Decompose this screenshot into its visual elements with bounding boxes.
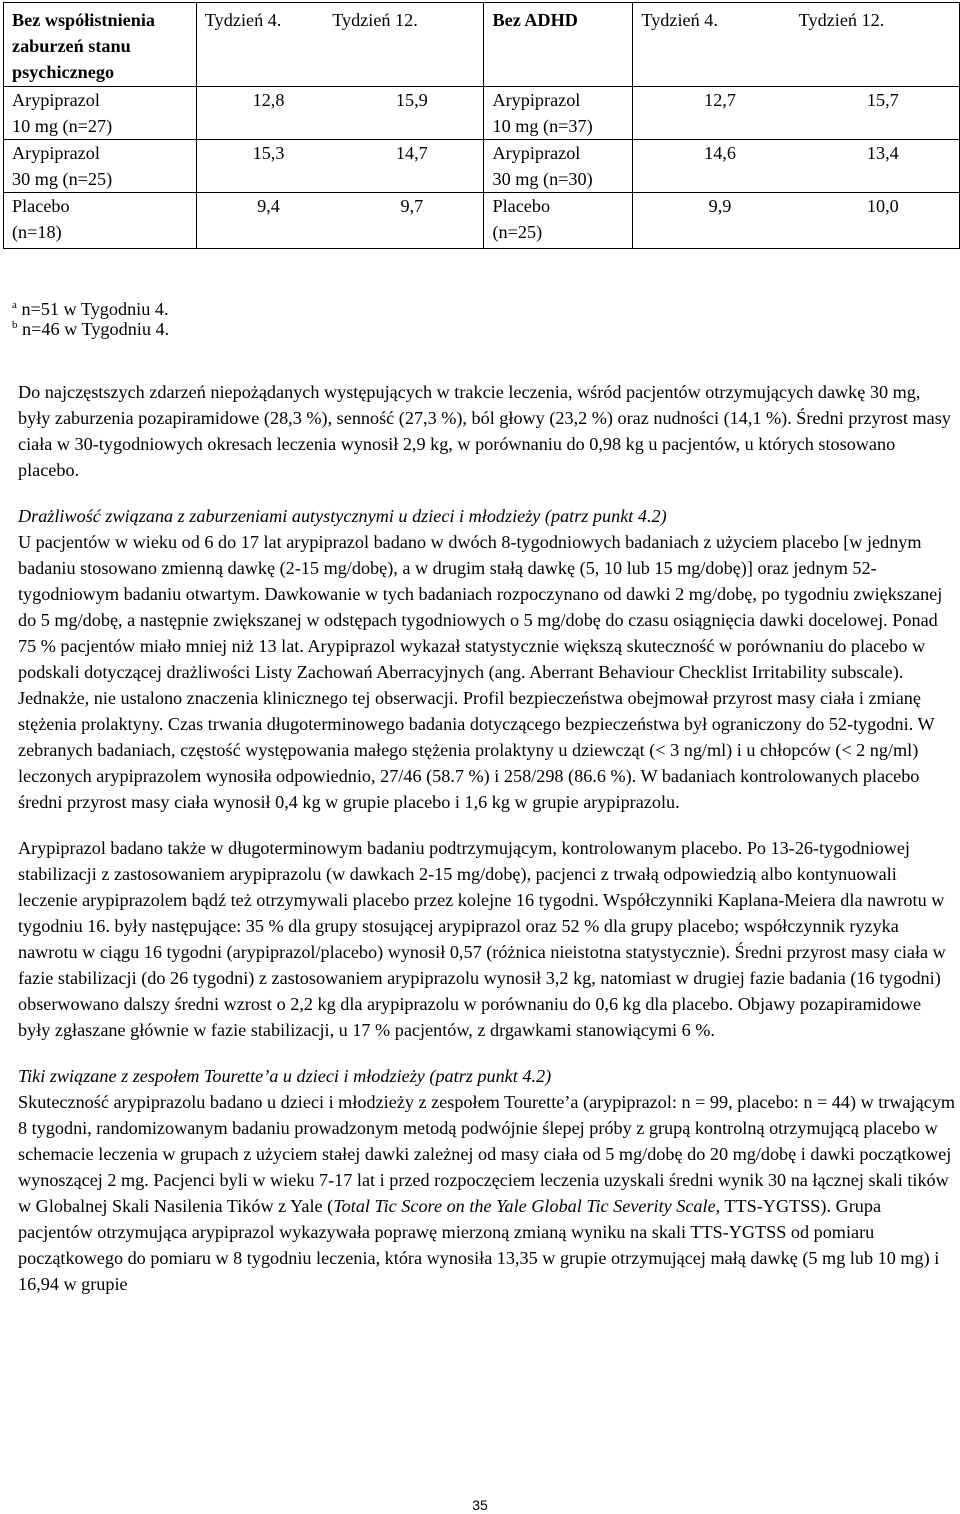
value-cell: 13,4 bbox=[799, 140, 960, 193]
document-body bbox=[18, 379, 956, 1297]
scale-name-italic: Total Tic Score on the Yale Global Tic Severity Scale bbox=[333, 1196, 716, 1216]
value-cell: 9,7 bbox=[332, 193, 484, 249]
paragraph-text: , TTS-YGTSS). Grupa pacjentów otrzymująca arypiprazol wykazywała poprawę mierzoną zmianą wyniku na skali TTS-YGTSS od pomiaru początkowego do pomiaru w 8 tygodniu leczenia, która wynosiła 13,35 w grupie otrzymującej małą dawkę (5 mg lub 10 mg) i 16,94 w grupie bbox=[18, 1196, 940, 1294]
value-cell: 12,7 bbox=[633, 87, 799, 140]
value-cell: 12,8 bbox=[196, 87, 332, 140]
arm-label: Arypiprazol 10 mg (n=37) bbox=[484, 87, 633, 140]
value-cell: 14,7 bbox=[332, 140, 484, 193]
paragraph-maintenance-study: Arypiprazol badano także w długoterminowym badaniu podtrzymującym, kontrolowanym placebo. Po 13-26-tygodniowej stabilizacji z zastosowaniem arypiprazolu (w dawkach 2-15 mg/dobę), pacjenci z trwałą odpowiedzią albo kontynuowali leczenie arypiprazolem bądź też otrzymywali placebo przez kolejne 16 tygodni. Współczynniki Kaplana-Meiera dla nawrotu w tygodniu 16. były następujące: 35 % dla grupy stosującej arypiprazol oraz 52 % dla grupy placebo; współczynnik ryzyka nawrotu w ciągu 16 tygodni (arypiprazol/placebo) wynosił 0,57 (różnica nieistotna statystycznie). Średni przyrost masy ciała w fazie stabilizacji (do 26 tygodni) z zastosowaniem arypiprazolu wynosił 3,2 kg, natomiast w drugiej fazie badania (16 tygodni) obserwowano dalszy średni wzrost o 2,2 kg dla arypiprazolu w porównaniu do 0,6 kg dla placebo. Objawy pozapiramidowe były zgłaszane głównie w fazie stabilizacji, u 17 % pacjentów, z drgawkami stanowiącymi 6 %. bbox=[18, 838, 946, 1040]
value-cell: 15,7 bbox=[799, 87, 960, 140]
table-footnotes bbox=[12, 299, 169, 339]
footnote-mark: a bbox=[12, 299, 17, 311]
table-row bbox=[4, 87, 960, 140]
footnote-text: n=46 w Tygodniu 4. bbox=[17, 319, 170, 339]
footnote-mark: b bbox=[12, 319, 18, 331]
table-row bbox=[4, 140, 960, 193]
arm-label: Placebo (n=18) bbox=[4, 193, 197, 249]
arm-label: Placebo (n=25) bbox=[484, 193, 633, 249]
header-group2: Bez ADHD bbox=[484, 3, 633, 87]
table-row bbox=[4, 193, 960, 249]
section-heading-tourette: Tiki związane z zespołem Tourette’a u dzieci i młodzieży (patrz punkt 4.2) bbox=[18, 1066, 552, 1086]
value-cell: 15,3 bbox=[196, 140, 332, 193]
value-cell: 10,0 bbox=[799, 193, 960, 249]
section-heading-autism: Drażliwość związana z zaburzeniami autystycznymi u dzieci i młodzieży (patrz punkt 4.2) bbox=[18, 506, 667, 526]
results-table bbox=[3, 2, 960, 249]
header-week12-a: Tydzień 12. bbox=[332, 3, 484, 87]
results-table-wrapper bbox=[3, 2, 960, 249]
footnote-text: n=51 w Tygodniu 4. bbox=[16, 299, 169, 319]
header-week4-a: Tydzień 4. bbox=[196, 3, 332, 87]
header-week12-b: Tydzień 12. bbox=[799, 3, 960, 87]
table-header-row bbox=[4, 3, 960, 87]
footnote bbox=[12, 319, 169, 339]
value-cell: 9,4 bbox=[196, 193, 332, 249]
arm-label: Arypiprazol 30 mg (n=25) bbox=[4, 140, 197, 193]
footnote bbox=[12, 299, 169, 319]
page-number: 35 bbox=[472, 1497, 488, 1513]
paragraph-adverse-events: Do najczęstszych zdarzeń niepożądanych występujących w trakcie leczenia, wśród pacjentów otrzymujących dawkę 30 mg, były zaburzenia pozapiramidowe (28,3 %), senność (27,3 %), ból głowy (23,2 %) oraz nudności (14,1 %). Średni przyrost masy ciała w 30-tygodniowych okresach leczenia wynosił 2,9 kg, w porównaniu do 0,98 kg u pacjentów, u których stosowano placebo. bbox=[18, 382, 951, 480]
arm-label: Arypiprazol 10 mg (n=27) bbox=[4, 87, 197, 140]
paragraph-tourette-study bbox=[18, 1089, 956, 1297]
value-cell: 14,6 bbox=[633, 140, 799, 193]
arm-label: Arypiprazol 30 mg (n=30) bbox=[484, 140, 633, 193]
value-cell: 9,9 bbox=[633, 193, 799, 249]
paragraph-autism-studies: U pacjentów w wieku od 6 do 17 lat arypiprazol badano w dwóch 8-tygodniowych badaniach z użyciem placebo [w jednym badaniu stosowano zmienną dawkę (2-15 mg/dobę), a w drugim stałą dawkę (5, 10 lub 15 mg/dobę)] oraz jednym 52-tygodniowym badaniu otwartym. Dawkowanie w tych badaniach rozpoczynano od dawki 2 mg/dobę, po tygodniu zwiększanej do 5 mg/dobę, a następnie zwiększanej w odstępach tygodniowych o 5 mg/dobę do czasu osiągnięcia dawki docelowej. Ponad 75 % pacjentów miało mniej niż 13 lat. Arypiprazol wykazał statystycznie większą skuteczność w porównaniu do placebo w podskali dotyczącej drażliwości Listy Zachowań Aberracyjnych (ang. Aberrant Behaviour Checklist Irritability subscale). Jednakże, nie ustalono znaczenia klinicznego tej obserwacji. Profil bezpieczeństwa obejmował przyrost masy ciała i zmianę stężenia prolaktyny. Czas trwania długoterminowego badania dotyczącego bezpieczeństwa był ograniczony do 52-tygodni. W zebranych badaniach, częstość występowania małego stężenia prolaktyny u dziewcząt (< 3 ng/ml) i u chłopców (< 2 ng/ml) leczonych arypiprazolem wynosiła odpowiednio, 27/46 (58.7 %) i 258/298 (86.6 %). W badaniach kontrolowanych placebo średni przyrost masy ciała wynosił 0,4 kg w grupie placebo i 1,6 kg w grupie arypiprazolu. bbox=[18, 532, 943, 812]
header-group1: Bez współistnienia zaburzeń stanu psychicznego bbox=[4, 3, 197, 87]
value-cell: 15,9 bbox=[332, 87, 484, 140]
paragraph-text: Skuteczność arypiprazolu badano u dzieci i młodzieży z zespołem Tourette’a (arypiprazol: n = 99, placebo: n = 44) w trwającym 8 tygodni, randomizowanym badaniu prowadzonym metodą podwójnie ślepej próby z grupą kontrolną otrzymującą placebo w schemacie leczenia w grupach z użyciem stałej dawki zależnej od masy ciała od 5 mg/dobę do 20 mg/dobę i dawki początkowej wynoszącej 2 mg. Pacjenci byli w wieku 7-17 lat i przed rozpoczęciem leczenia uzyskali średni wynik 30 na łącznej skali tików w Globalnej Skali Nasilenia Tików z Yale ( bbox=[18, 1092, 956, 1216]
header-week4-b: Tydzień 4. bbox=[633, 3, 799, 87]
